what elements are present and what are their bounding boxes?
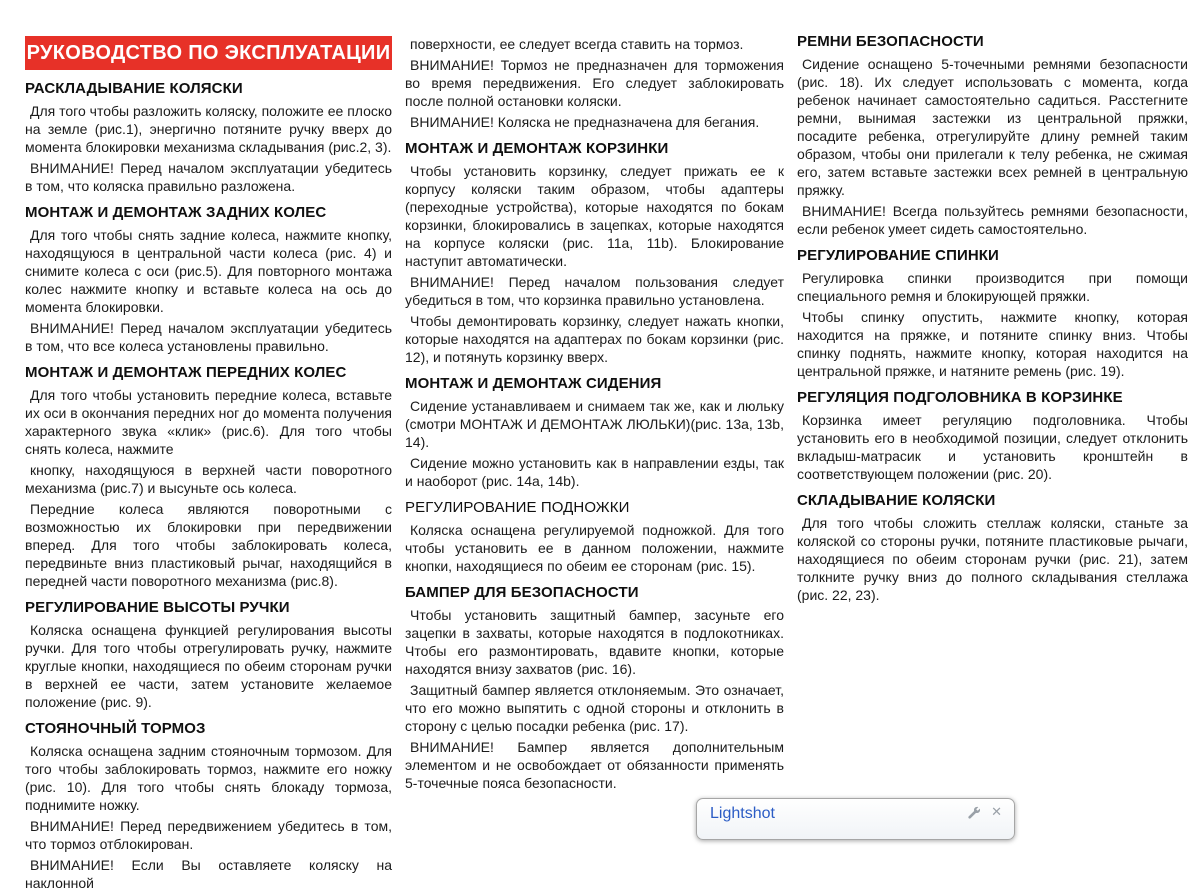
section	[405, 35, 784, 131]
paragraph: ВНИМАНИЕ! Перед передвижением убедитесь в том, что тормоз отблокирован.	[25, 818, 392, 852]
section-heading: БАМПЕР ДЛЯ БЕЗОПАСНОСТИ	[405, 584, 639, 601]
manual-title-banner	[25, 36, 392, 70]
section-heading: МОНТАЖ И ДЕМОНТАЖ ПЕРЕДНИХ КОЛЕС	[25, 364, 347, 381]
column-middle	[405, 33, 784, 822]
lightshot-window[interactable]	[696, 798, 1015, 840]
section-heading: МОНТАЖ И ДЕМОНТАЖ КОРЗИНКИ	[405, 140, 669, 157]
settings-wrench-icon[interactable]	[967, 806, 980, 819]
close-icon[interactable]: ✕	[991, 805, 1002, 820]
paragraph: поверхности, ее следует всегда ставить на тормоз.	[410, 36, 744, 52]
section	[405, 375, 784, 490]
section-heading: РЕГУЛИРОВАНИЕ СПИНКИ	[797, 247, 999, 264]
paragraph: ВНИМАНИЕ! Коляска не предназначена для бегания.	[410, 114, 760, 130]
section	[25, 364, 392, 590]
paragraph: Для того чтобы сложить стеллаж коляски, станьте за коляской со стороны ручки, потяните пластиковые рычаги, находящиеся по обеим сторонам ручки (рис. 21), затем толкните ручку вниз до полного складывания стеллажа (рис. 22, 23).	[797, 515, 1188, 603]
section	[405, 584, 784, 792]
paragraph: ВНИМАНИЕ! Тормоз не предназначен для торможения во время передвижения. Его следует заблокировать после полной остановки коляски.	[405, 57, 784, 109]
paragraph: кнопку, находящуюся в верхней части поворотного механизма (рис.7) и высуньте ось колеса.	[25, 462, 392, 496]
paragraph: Чтобы демонтировать корзинку, следует нажать кнопки, которые находятся на адаптерах по бокам корзинки (рис. 12), и потянуть корзинку вверх.	[405, 313, 784, 365]
lightshot-title: Lightshot	[710, 805, 775, 822]
paragraph: Коляска оснащена функцией регулирования высоты ручки. Для того чтобы отрегулировать ручку, нажмите круглые кнопки, находящиеся по обеим сторонам ручки в верхней ее части, затем установите желаемое положение (рис. 9).	[25, 622, 392, 710]
section	[25, 204, 392, 355]
section-heading: МОНТАЖ И ДЕМОНТАЖ ЗАДНИХ КОЛЕС	[25, 204, 327, 221]
section-heading: РЕМНИ БЕЗОПАСНОСТИ	[797, 33, 984, 50]
section-heading: СКЛАДЫВАНИЕ КОЛЯСКИ	[797, 492, 996, 509]
paragraph: Для того чтобы разложить коляску, положите ее плоско на земле (рис.1), энергично потяните ручку вверх до момента блокировки механизма складывания (рис.2, 3).	[25, 103, 392, 155]
section-heading: РАСКЛАДЫВАНИЕ КОЛЯСКИ	[25, 80, 243, 97]
manual-title: РУКОВОДСТВО ПО ЭКСПЛУАТАЦИИ	[26, 42, 391, 64]
section	[25, 720, 392, 892]
paragraph: Чтобы установить корзинку, следует прижать ее к корпусу коляски таким образом, чтобы адаптеры (переходные устройства), которые находятся по бокам корзинки, блокировались в зацепках, которые находятся на корпусе коляски (рис. 11a, 11b). Блокирование наступит автоматически.	[405, 163, 784, 269]
paragraph: Коляска оснащена регулируемой подножкой. Для того чтобы установить ее в данном положении, нажмите кнопки, находящиеся по обеим ее сторонам (рис. 15).	[405, 522, 784, 574]
paragraph: ВНИМАНИЕ! Если Вы оставляете коляску на наклонной	[25, 857, 392, 891]
paragraph: Сидение оснащено 5-точечными ремнями безопасности (рис. 18). Их следует использовать с момента, когда ребенок начинает самостоятельно садиться. Расстегните ремни, вынимая застежки из центральной пряжки, посадите ребенка, отрегулируйте длину ремней таким образом, чтобы они прилегали к телу ребенка, не сжимая его, затем вставьте застежки всех ремней в центральную пряжку.	[797, 56, 1188, 198]
section-heading: РЕГУЛИРОВАНИЕ ПОДНОЖКИ	[405, 499, 630, 516]
paragraph: Передние колеса являются поворотными с возможностью их блокировки при передвижении вперед. Для того чтобы заблокировать колеса, передвиньте вниз пластиковый рычаг, находящийся в передней части поворотного механизма (рис.8).	[25, 501, 392, 589]
column-left	[25, 33, 392, 891]
paragraph: Чтобы установить защитный бампер, засуньте его зацепки в захваты, которые находятся в подлокотниках. Чтобы его размонтировать, вдавите кнопки, которые находятся внизу захватов (рис. 16).	[405, 607, 784, 677]
section-heading: СТОЯНОЧНЫЙ ТОРМОЗ	[25, 720, 206, 737]
paragraph: ВНИМАНИЕ! Перед началом пользования следует убедиться в том, что корзинка правильно установлена.	[405, 274, 784, 308]
paragraph: ВНИМАНИЕ! Всегда пользуйтесь ремнями безопасности, если ребенок умеет сидеть самостоятельно.	[797, 203, 1188, 237]
section	[797, 247, 1188, 380]
column-right	[797, 33, 1188, 822]
section	[405, 499, 784, 575]
section	[25, 599, 392, 711]
section	[797, 492, 1188, 604]
section-heading: РЕГУЛИРОВАНИЕ ВЫСОТЫ РУЧКИ	[25, 599, 290, 616]
paragraph: ВНИМАНИЕ! Перед началом эксплуатации убедитесь в том, что все колеса установлены правильно.	[25, 320, 392, 354]
paragraph: Для того чтобы установить передние колеса, вставьте их оси в окончания передних ног до момента получения характерного звука «клик» (рис.6). Для того чтобы снять колеса, нажмите	[25, 387, 392, 457]
section	[797, 33, 1188, 238]
section	[405, 140, 784, 366]
section	[25, 80, 392, 195]
paragraph: Для того чтобы снять задние колеса, нажмите кнопку, находящуюся в центральной части колеса (рис. 4) и снимите колеса с оси (рис.5). Для повторного монтажа колес нажмите кнопку и вставьте колеса на ось до момента блокировки.	[25, 227, 392, 315]
paragraph: ВНИМАНИЕ! Перед началом эксплуатации убедитесь в том, что коляска правильно разложена.	[25, 160, 392, 194]
section	[797, 389, 1188, 483]
section-heading: МОНТАЖ И ДЕМОНТАЖ СИДЕНИЯ	[405, 375, 662, 392]
section-heading: РЕГУЛЯЦИЯ ПОДГОЛОВНИКА В КОРЗИНКЕ	[797, 389, 1123, 406]
paragraph: Сидение можно установить как в направлении езды, так и наоборот (рис. 14a, 14b).	[405, 455, 784, 489]
paragraph: Защитный бампер является отклоняемым. Это означает, что его можно выпятить с одной стороны и отклонить в сторону с целью посадки ребенка (рис. 17).	[405, 682, 784, 734]
paragraph: Корзинка имеет регуляцию подголовника. Чтобы установить его в необходимой позиции, следует отклонить вкладыш-матрасик и установить кронштейн в соответствующем положении (рис. 20).	[797, 412, 1188, 482]
paragraph: Чтобы спинку опустить, нажмите кнопку, которая находится на пряжке, и потяните спинку вниз. Чтобы спинку поднять, нажмите кнопку, которая находится на центральной пряжке, и натяните ремень (рис. 19).	[797, 309, 1188, 379]
paragraph: Сидение устанавливаем и снимаем так же, как и люльку (смотри МОНТАЖ И ДЕМОНТАЖ ЛЮЛЬКИ)(рис. 13a, 13b, 14).	[405, 398, 784, 450]
paragraph: ВНИМАНИЕ! Бампер является дополнительным элементом и не освобождает от обязанности применять 5-точечные пояса безопасности.	[405, 739, 784, 791]
lightshot-titlebar-actions	[967, 806, 1002, 819]
paragraph: Коляска оснащена задним стояночным тормозом. Для того чтобы заблокировать тормоз, нажмите его ножку (рис. 10). Для того чтобы снять блокаду тормоза, поднимите ножку.	[25, 743, 392, 813]
paragraph: Регулировка спинки производится при помощи специального ремня и блокирующей пряжки.	[797, 270, 1188, 304]
